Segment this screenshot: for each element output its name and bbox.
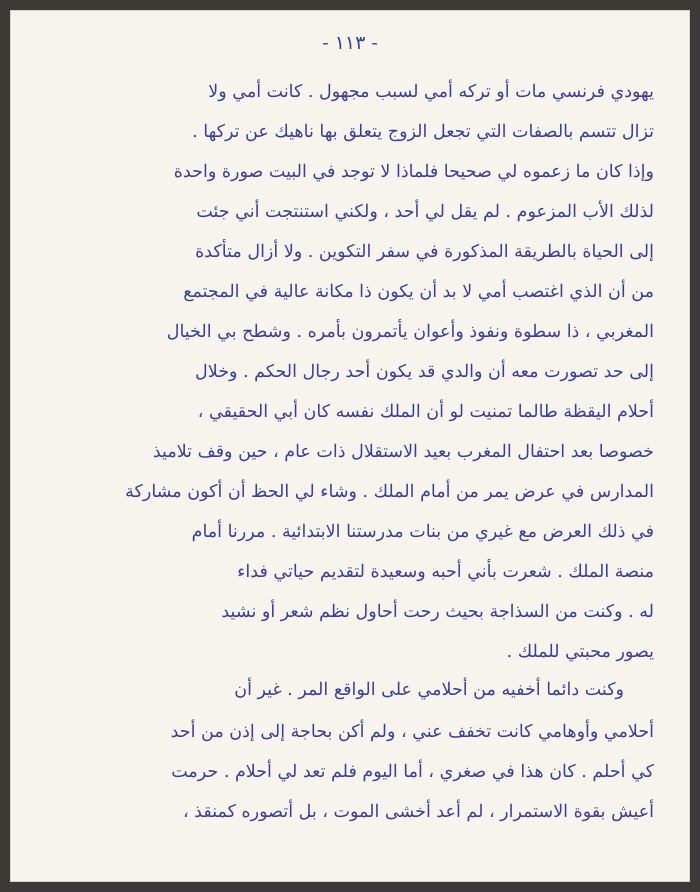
- text-line: يصور محبتي للملك .: [506, 642, 654, 662]
- text-line: في ذلك العرض مع غيري من بنات مدرستنا الابتدائية . مررنا أمام: [191, 522, 654, 542]
- text-line: وإذا كان ما زعموه لي صحيحا فلماذا لا توجد في البيت صورة واحدة: [173, 162, 654, 182]
- text-line: كي أحلم . كان هذا في صغري ، أما اليوم فلم تعد لي أحلام . حرمت: [171, 762, 654, 782]
- page-number: - ١١٣ -: [322, 32, 378, 54]
- text-line: أعيش بقوة الاستمرار ، لم أعد أخشى الموت ، بل أتصوره كمنقذ ،: [182, 802, 654, 822]
- text-line: أحلام اليقظة طالما تمنيت لو أن الملك نفسه كان أبي الحقيقي ،: [197, 402, 654, 422]
- text-line: وكنت دائما أخفيه من أحلامي على الواقع المر . غير أن: [234, 680, 624, 700]
- text-line: لذلك الأب المزعوم . لم يقل لي أحد ، ولكني استنتجت أني جئت: [196, 202, 654, 222]
- text-line: خصوصا بعد احتفال المغرب بعيد الاستقلال ذات عام ، حين وقف تلاميذ: [152, 442, 654, 462]
- text-line: يهودي فرنسي مات أو تركه أمي لسبب مجهول . كانت أمي ولا: [208, 82, 654, 102]
- text-line: أحلامي وأوهامي كانت تخفف عني ، ولم أكن بحاجة إلى إذن من أحد: [170, 722, 654, 742]
- text-line: المدارس في عرض يمر من أمام الملك . وشاء لي الحظ أن أكون مشاركة: [125, 482, 654, 502]
- text-line: منصة الملك . شعرت بأني أحبه وسعيدة لتقديم حياتي فداء: [237, 562, 654, 582]
- text-line: المغربي ، ذا سطوة ونفوذ وأعوان يأتمرون بأمره . وشطح بي الخيال: [166, 322, 654, 342]
- text-line: إلى حد تصورت معه أن والدي قد يكون أحد رجال الحكم . وخلال: [195, 362, 654, 382]
- text-line: من أن الذي اغتصب أمي لا بد أن يكون ذا مكانة عالية في المجتمع: [183, 282, 654, 302]
- text-line: له . وكنت من السذاجة بحيث رحت أحاول نظم شعر أو نشيد: [221, 602, 654, 622]
- text-line: تزال تتسم بالصفات التي تجعل الزوج يتعلق بها ناهيك عن تركها .: [192, 122, 654, 142]
- handwritten-text-block: [54, 72, 654, 862]
- manuscript-page: [10, 10, 690, 882]
- text-line: إلى الحياة بالطريقة المذكورة في سفر التكوين . ولا أزال متأكدة: [195, 242, 654, 262]
